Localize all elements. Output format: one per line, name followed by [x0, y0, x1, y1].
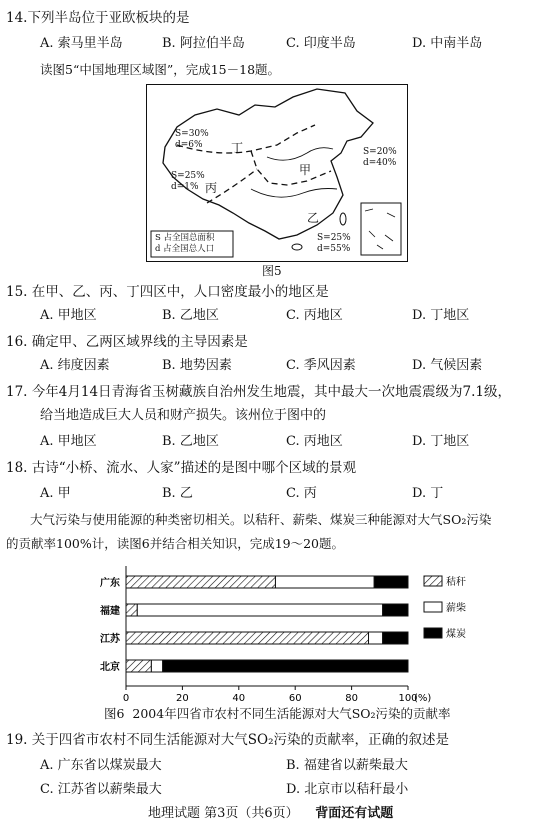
q19-option-d: D. 北京市以秸秆最小 — [286, 782, 409, 797]
category-label: 福建 — [100, 606, 120, 617]
q16-option-b: B. 地势因素 — [162, 358, 232, 373]
china-region-map — [146, 84, 408, 262]
hainan-island — [292, 244, 302, 250]
q18-stem: 18. 古诗“小桥、流水、人家”描述的是图中哪个区域的景观 — [6, 460, 357, 476]
x-tick-label: 20 — [176, 693, 189, 704]
legend-label: 薪柴 — [446, 603, 466, 614]
bar-segment — [137, 604, 382, 616]
fig5-intro: 读图5“中国地理区域图”，完成15－18题。 — [40, 62, 281, 77]
q14-option-a: A. 索马里半岛 — [40, 36, 123, 51]
q18-option-c: C. 丙 — [286, 486, 317, 501]
bar-segment — [126, 632, 369, 644]
q17-option-d: D. 丁地区 — [412, 434, 470, 449]
category-label: 北京 — [100, 662, 120, 673]
taiwan-island — [340, 213, 346, 225]
bar-segment — [126, 576, 275, 588]
stats-northwest-s: S=30% — [175, 129, 209, 139]
q18-option-d: D. 丁 — [412, 486, 444, 501]
q15-option-a: A. 甲地区 — [40, 308, 97, 323]
region-ding-label: 丁 — [231, 141, 244, 155]
x-tick-label: 0 — [122, 693, 130, 704]
q19-option-a: A. 广东省以煤炭最大 — [40, 758, 162, 773]
legend-s: S 占全国总面积 — [155, 233, 215, 243]
footer-continue-note: 背面还有试题 — [315, 806, 394, 821]
x-tick-label: 80 — [345, 693, 358, 704]
legend-swatch — [424, 576, 442, 586]
bar-segment — [369, 632, 383, 644]
fig6-label: 图6 — [104, 706, 125, 721]
bar-segment — [126, 660, 151, 672]
yangtze-river — [251, 189, 337, 198]
q17-option-a: A. 甲地区 — [40, 434, 97, 449]
q15-option-c: C. 丙地区 — [286, 308, 343, 323]
legend-swatch — [424, 602, 442, 612]
footer-page-info: 地理试题 第3页（共6页） — [148, 806, 299, 821]
region-yi-label: 乙 — [307, 211, 320, 225]
bar-segment — [151, 660, 162, 672]
stats-north-s: S=20% — [363, 147, 397, 157]
stats-north-d: d=40% — [363, 158, 397, 168]
fig5-caption: 图5 — [262, 264, 282, 278]
q14-stem: 14.下列半岛位于亚欧板块的是 — [6, 10, 190, 26]
yellow-river — [267, 148, 333, 161]
stats-south-s: S=25% — [317, 233, 351, 243]
q18-option-a: A. 甲 — [40, 486, 71, 501]
bar-segment — [374, 576, 408, 588]
q19-option-c: C. 江苏省以薪柴最大 — [40, 782, 162, 797]
category-label: 广东 — [100, 578, 120, 589]
q15-option-d: D. 丁地区 — [412, 308, 470, 323]
q17-stem-line2: 给当地造成巨大人员和财产损失。该州位于图中的 — [40, 408, 327, 423]
x-tick-label: 100 — [398, 693, 418, 704]
stats-south — [317, 233, 351, 255]
fig6-intro-line2: 的贡献率100%计，读图6并结合相关知识，完成19～20题。 — [6, 536, 345, 551]
q14-option-d: D. 中南半岛 — [412, 36, 483, 51]
legend-label: 秸秆 — [446, 577, 466, 588]
region-bing-label: 丙 — [205, 181, 218, 195]
region-jia-label: 甲 — [299, 163, 312, 177]
q14-option-b: B. 阿拉伯半岛 — [162, 36, 245, 51]
bar-segment — [383, 604, 408, 616]
stats-tibet — [171, 171, 205, 193]
fig6-title: 2004年四省市农村不同生活能源对大气SO₂污染的贡献率 — [132, 706, 451, 721]
stats-northwest-d: d=6% — [175, 140, 203, 150]
q15-stem: 15. 在甲、乙、丙、丁四区中，人口密度最小的地区是 — [6, 284, 329, 300]
x-unit-label: (%) — [414, 693, 432, 704]
q16-stem: 16. 确定甲、乙两区域界线的主导因素是 — [6, 334, 248, 350]
q17-stem: 17. 今年4月14日青海省玉树藏族自治州发生地震，其中最大一次地震震级为7.1级， — [6, 384, 511, 400]
stats-tibet-s: S=25% — [171, 171, 205, 181]
stats-northwest — [175, 129, 209, 151]
bar-segment — [163, 660, 408, 672]
bar-segment — [275, 576, 374, 588]
stats-south-d: d=55% — [317, 244, 351, 254]
fig6-caption-line — [104, 704, 451, 722]
q16-option-c: C. 季风因素 — [286, 358, 356, 373]
china-outline — [163, 89, 373, 239]
energy-so2-chart — [80, 560, 480, 720]
q14-option-c: C. 印度半岛 — [286, 36, 356, 51]
q18-option-b: B. 乙 — [162, 486, 193, 501]
q17-option-c: C. 丙地区 — [286, 434, 343, 449]
map-legend — [155, 233, 215, 255]
q15-option-b: B. 乙地区 — [162, 308, 219, 323]
bar-segment — [383, 632, 408, 644]
q16-option-d: D. 气候因素 — [412, 358, 483, 373]
legend-label: 煤炭 — [446, 629, 466, 640]
x-tick-label: 40 — [232, 693, 246, 704]
q16-option-a: A. 纬度因素 — [40, 358, 110, 373]
category-label: 江苏 — [100, 634, 120, 645]
page-footer — [148, 802, 393, 821]
q19-stem: 19. 关于四省市农村不同生活能源对大气SO₂污染的贡献率，正确的叙述是 — [6, 732, 449, 748]
q17-option-b: B. 乙地区 — [162, 434, 219, 449]
stats-north — [363, 147, 397, 169]
x-tick-label: 60 — [288, 693, 302, 704]
boundary-south — [251, 151, 331, 185]
stats-tibet-d: d=1% — [171, 182, 199, 192]
fig6-intro-line1: 大气污染与使用能源的种类密切相关。以秸秆、薪柴、煤炭三种能源对大气SO₂污染 — [30, 512, 492, 527]
legend-swatch — [424, 628, 442, 638]
legend-d: d 占全国总人口 — [155, 244, 215, 254]
bar-segment — [126, 604, 137, 616]
q19-option-b: B. 福建省以薪柴最大 — [286, 758, 408, 773]
